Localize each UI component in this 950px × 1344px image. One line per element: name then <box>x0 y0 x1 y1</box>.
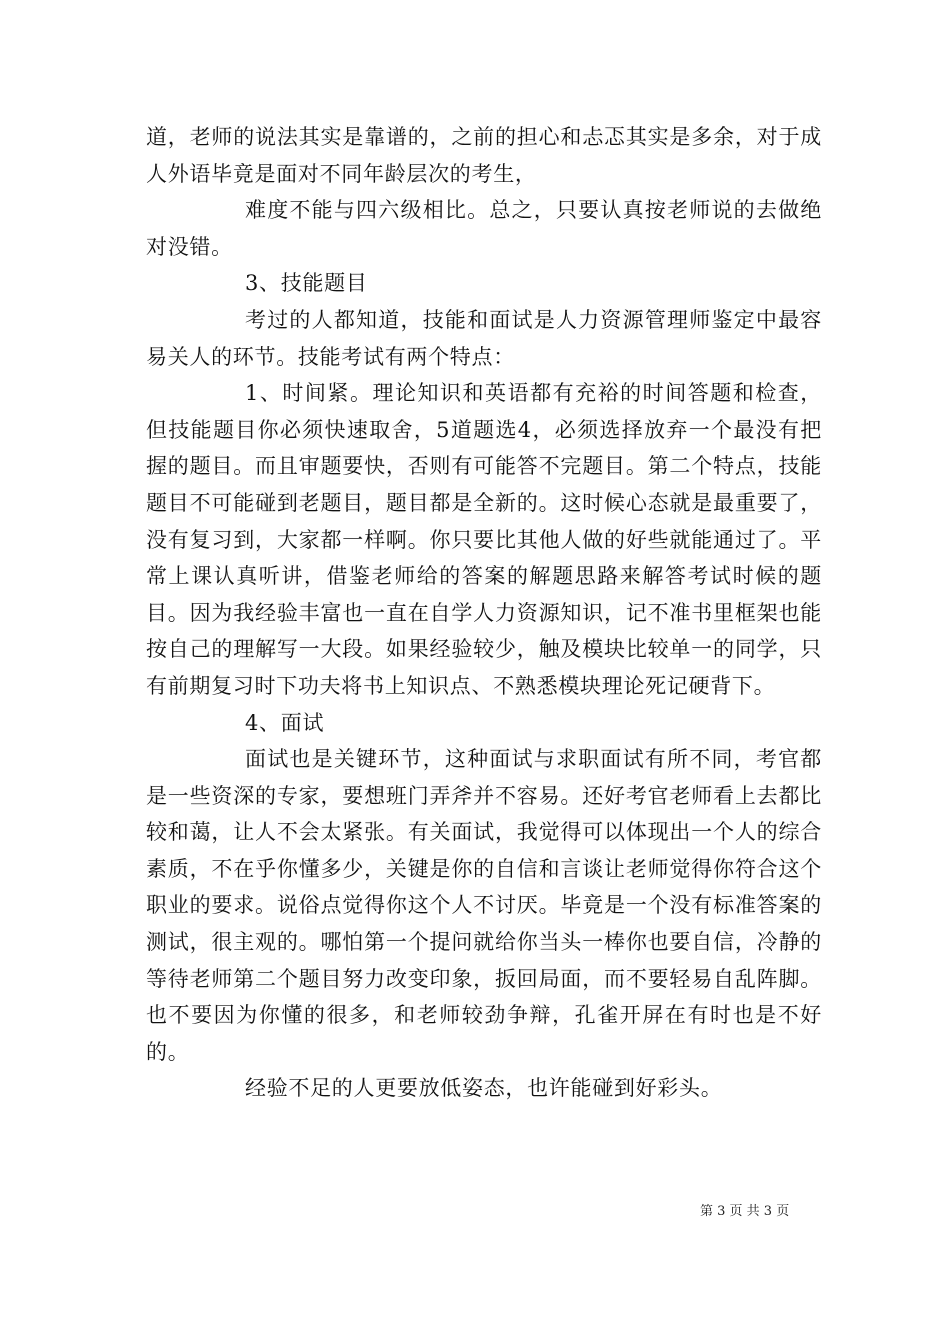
paragraph-skills-intro: 考过的人都知道，技能和面试是人力资源管理师鉴定中最容易关人的环节。技能考试有两个特点： <box>146 307 822 369</box>
paragraph-continuation: 道，老师的说法其实是靠谱的，之前的担心和忐忑其实是多余，对于成人外语毕竟是面对不同年龄层次的考生， <box>146 125 822 186</box>
section-heading-interview: 4、面试 <box>245 710 325 735</box>
document-body <box>146 119 822 1107</box>
paragraph-skills-detail: 1、时间紧。理论知识和英语都有充裕的时间答题和检查，但技能题目你必须快速取舍，5道题选4，必须选择放弃一个最没有把握的题目。而且审题要快，否则有可能答不完题目。第二个特点，技能题目不可能碰到老题目，题目都是全新的。这时候心态就是最重要了，没有复习到，大家都一样啊。你只要比其他人做的好些就能通过了。平常上课认真听讲，借鉴老师给的答案的解题思路来解答考试时候的题目。因为我经验丰富也一直在自学人力资源知识，记不准书里框架也能按自己的理解写一大段。如果经验较少，触及模块比较单一的同学，只有前期复习时下功夫将书上知识点、不熟悉模块理论死记硬背下。 <box>146 381 822 698</box>
page-number: 第 3 页 共 3 页 <box>700 1204 790 1219</box>
paragraph-closing: 经验不足的人更要放低姿态，也许能碰到好彩头。 <box>245 1076 723 1101</box>
paragraph-interview: 面试也是关键环节，这种面试与求职面试有所不同，考官都是一些资深的专家，要想班门弄斧并不容易。还好考官老师看上去都比较和蔼，让人不会太紧张。有关面试，我觉得可以体现出一个人的综合素质，不在乎你懂多少，关键是你的自信和言谈让老师觉得你符合这个职业的要求。说俗点觉得你这个人不讨厌。毕竟是一个没有标准答案的测试，很主观的。哪怕第一个提问就给你当头一棒你也要自信，冷静的等待老师第二个题目努力改变印象，扳回局面，而不要轻易自乱阵脚。也不要因为你懂的很多，和老师较劲争辩，孔雀开屏在有时也是不好的。 <box>146 747 822 1064</box>
section-heading-skills: 3、技能题目 <box>245 271 368 296</box>
paragraph-difficulty: 难度不能与四六级相比。总之，只要认真按老师说的去做绝对没错。 <box>146 198 822 259</box>
